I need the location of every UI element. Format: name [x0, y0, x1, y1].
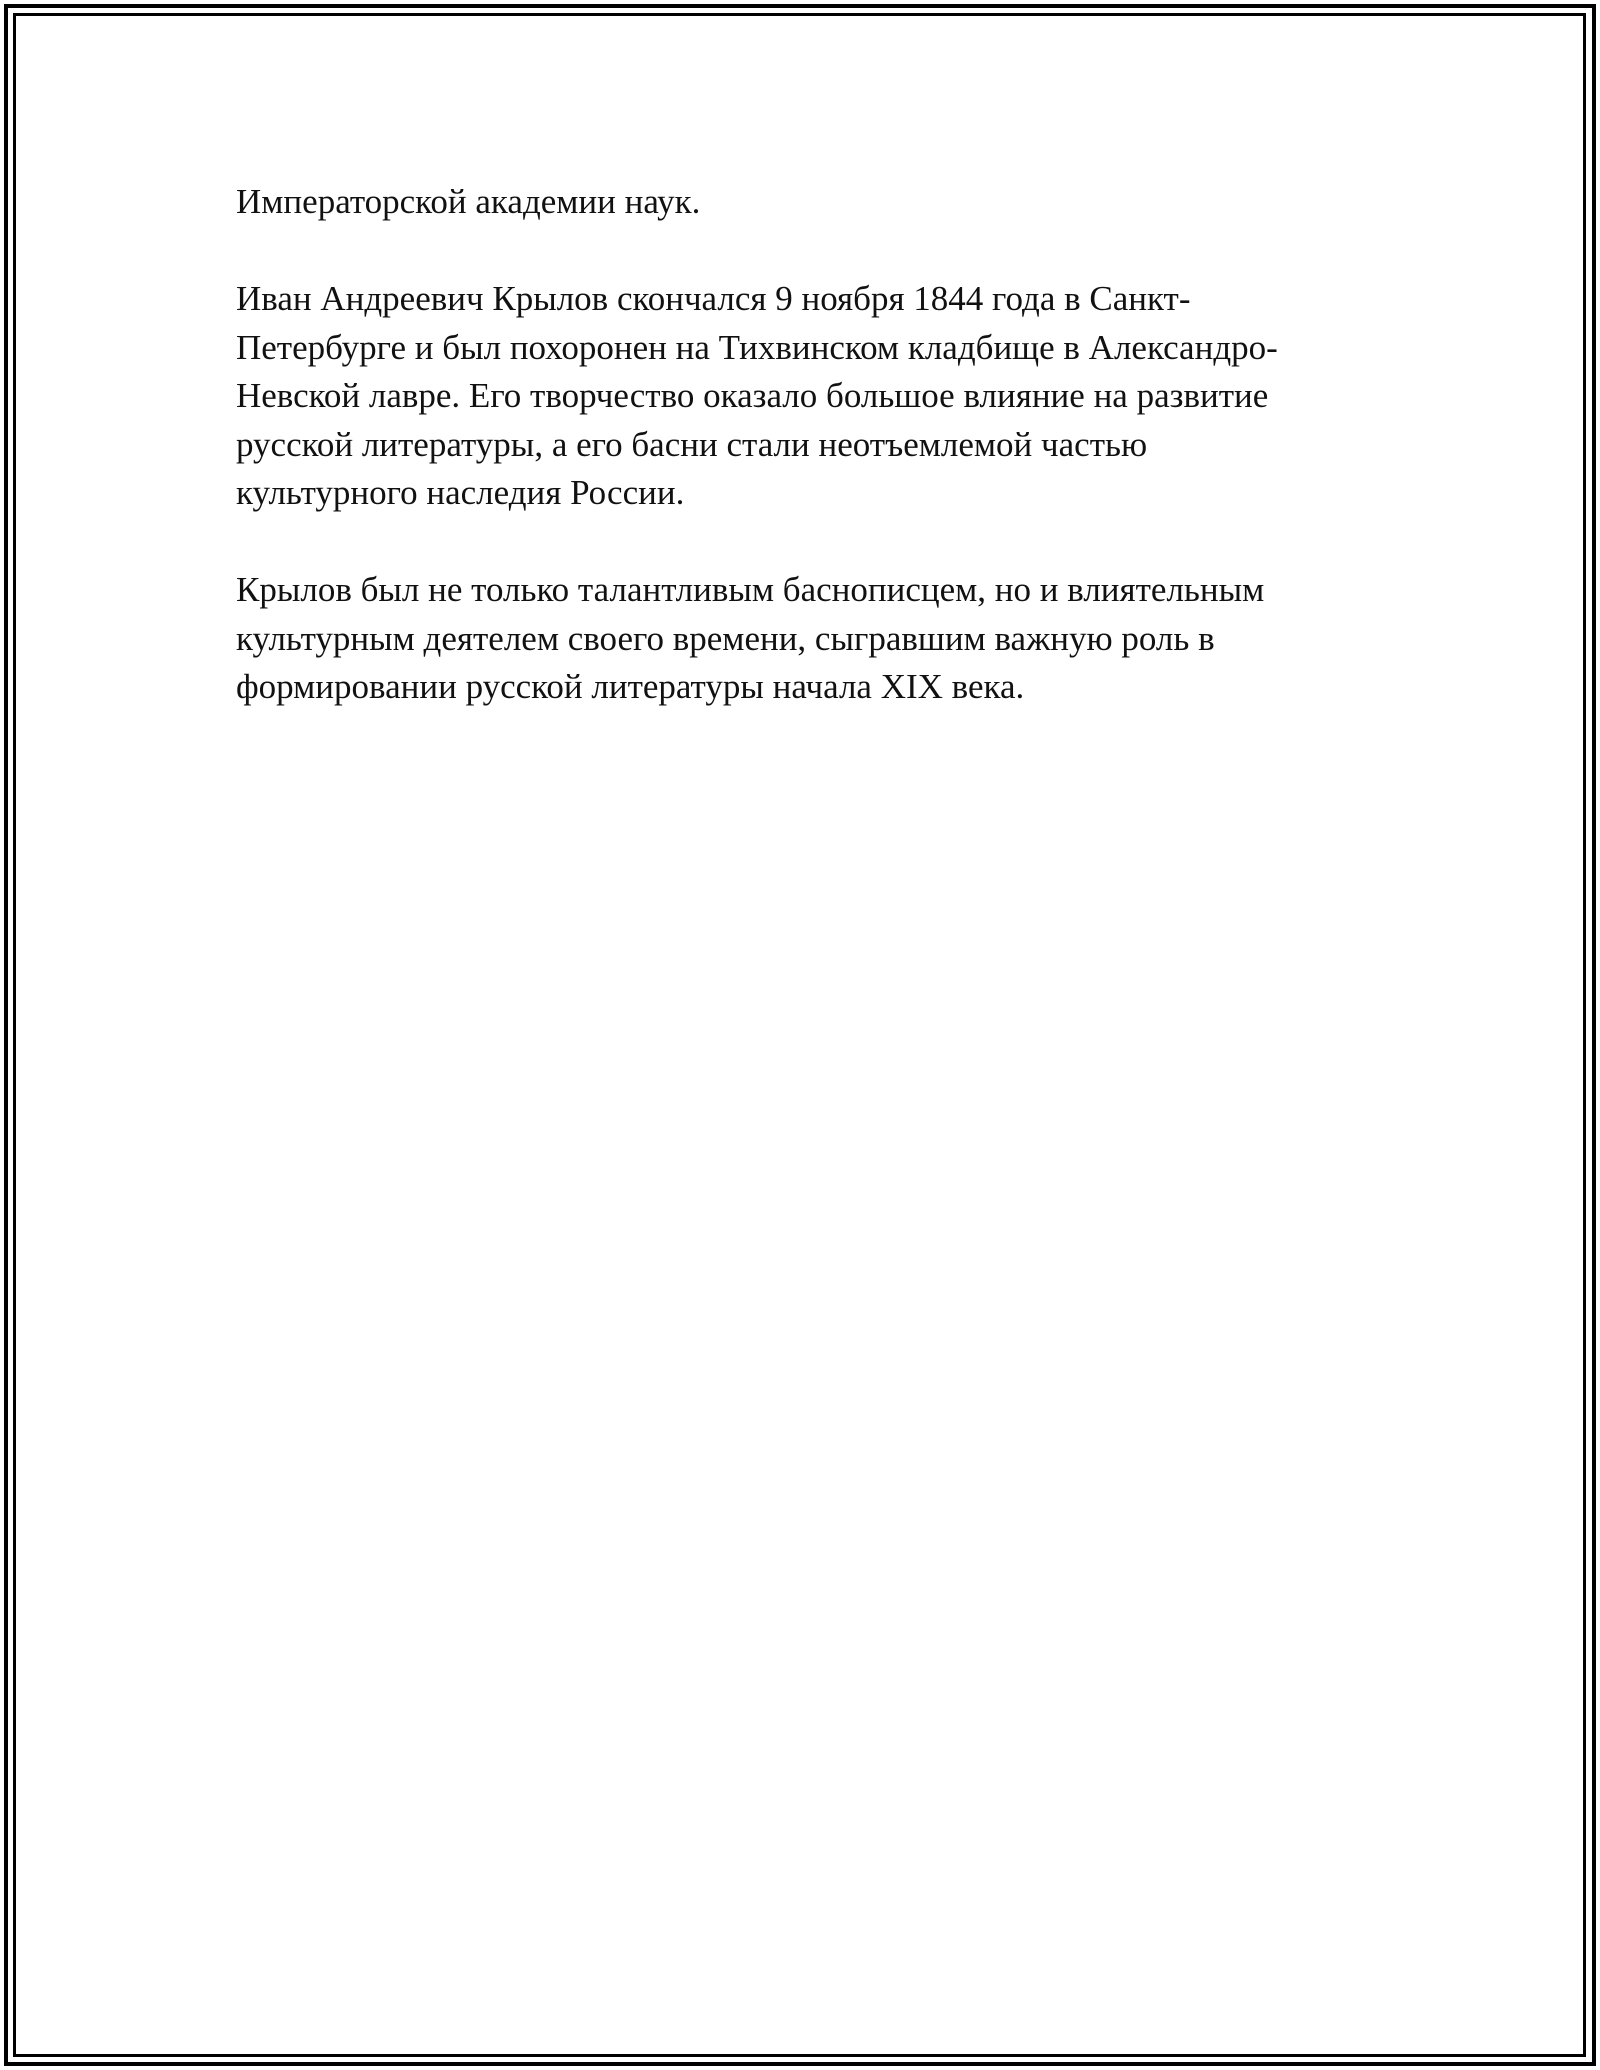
document-body	[236, 178, 1366, 760]
paragraph-3	[236, 566, 1366, 712]
text-line: Крылов был не только талантливым баснописцем, но и влиятельным	[236, 570, 1265, 609]
text-line: Императорской академии наук.	[236, 182, 701, 221]
text-line: русской литературы, а его басни стали неотъемлемой частью	[236, 424, 1148, 464]
text-line: культурного наследия России.	[236, 473, 685, 512]
paragraph-2	[236, 275, 1366, 518]
text-line: культурным деятелем своего времени, сыгравшим важную роль в	[236, 618, 1215, 658]
text-line: Невской лавре. Его творчество оказало большое влияние на развитие	[236, 376, 1269, 415]
paragraph-1	[236, 178, 1366, 227]
text-line: формировании русской литературы начала XIX века.	[236, 667, 1025, 706]
text-line: Иван Андреевич Крылов скончался 9 ноября 1844 года в Санкт-	[236, 279, 1191, 318]
text-line: Петербурге и был похоронен на Тихвинском кладбище в Александро-	[236, 327, 1278, 367]
